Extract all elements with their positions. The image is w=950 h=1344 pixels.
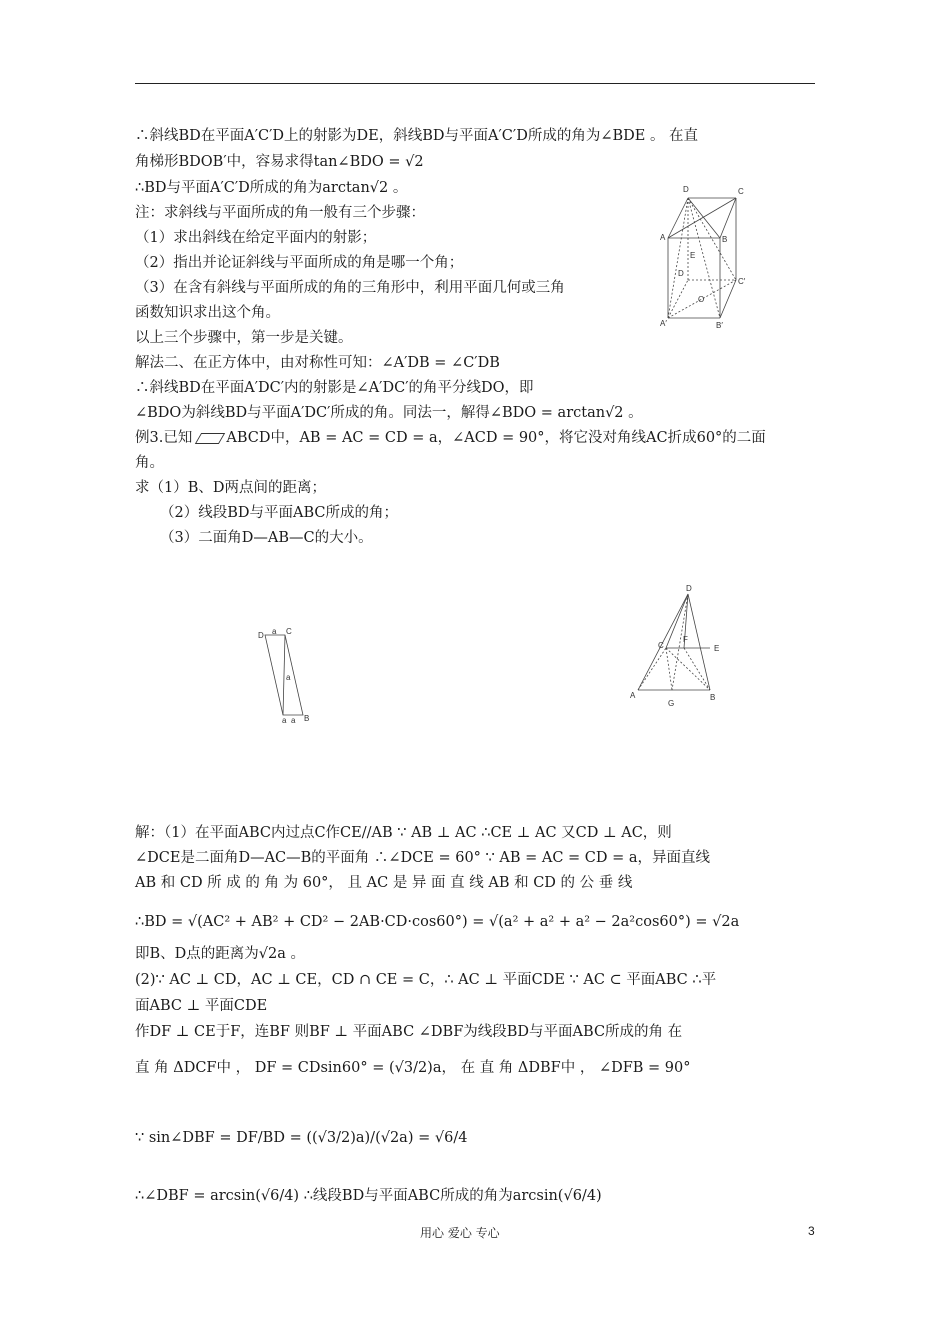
pyramid-label: B — [710, 693, 716, 702]
example-line — [135, 428, 766, 448]
para-label: B — [304, 714, 310, 723]
text-line: 函数知识求出这个角。 — [135, 305, 280, 321]
text-line: AB 和 CD 所 成 的 角 为 60°， 且 AC 是 异 面 直 线 AB 和 CD 的 公 垂 线 — [135, 875, 633, 891]
pyramid-label: C — [658, 641, 664, 650]
text-line: ∴斜线BD在平面A′DC′内的射影是∠A′DC′的角平分线DO，即 — [135, 380, 534, 396]
text-line: ∴BD与平面A′C′D所成的角为arctan√2 。 — [135, 180, 408, 196]
page-number: 3 — [808, 1224, 815, 1238]
text-line: （2）线段BD与平面ABC所成的角； — [160, 505, 398, 521]
formula-line: ∴BD = √(AC² + AB² + CD² − 2AB·CD·cos60°) = √(a² + a² + a² − 2a²cos60°) = √2a — [135, 914, 740, 930]
text-line: （1）求出斜线在给定平面内的射影； — [135, 230, 377, 246]
cube-label: E — [690, 251, 696, 260]
text-line: (2)∵ AC ⊥ CD，AC ⊥ CE，CD ∩ CE = C，∴ AC ⊥ 平面CDE ∵ AC ⊂ 平面ABC ∴平 — [135, 972, 717, 988]
text-line: （2）指出并论证斜线与平面所成的角是哪一个角； — [135, 255, 464, 271]
parallelogram-symbol-icon — [195, 433, 225, 444]
text-line: 即B、D点的距离为√2a 。 — [135, 946, 305, 962]
text-line: 直 角 ΔDCF中 ， DF = CDsin60° = (√3/2)a， 在 直 角 ΔDBF中 ， ∠DFB = 90° — [135, 1060, 691, 1076]
cube-label: D — [683, 185, 689, 194]
cube-label: C — [738, 187, 744, 196]
para-label: a — [291, 716, 296, 725]
text-line: （3）二面角D—AB—C的大小。 — [160, 530, 373, 546]
text-line: 以上三个步骤中，第一步是关键。 — [135, 330, 353, 346]
text-line: （3）在含有斜线与平面所成的角的三角形中，利用平面几何或三角 — [135, 280, 565, 296]
para-label: C — [286, 627, 292, 636]
cube-label: B — [722, 235, 728, 244]
pyramid-figure — [628, 582, 728, 710]
pyramid-label: E — [714, 644, 720, 653]
pyramid-label: D — [686, 584, 692, 593]
text-line: 解：（1）在平面ABC内过点C作CE//AB ∵ AB ⊥ AC ∴CE ⊥ AC 又CD ⊥ AC，则 — [135, 825, 672, 841]
pyramid-label: F — [683, 635, 688, 644]
example-label: 例3.已知 — [135, 430, 193, 446]
text-line: ∠DCE是二面角D—AC—B的平面角 ∴∠DCE = 60° ∵ AB = AC = CD = a，异面直线 — [135, 850, 711, 866]
text-line: 面ABC ⊥ 平面CDE — [135, 998, 268, 1014]
cube-figure — [658, 180, 748, 330]
header-rule — [135, 83, 815, 84]
example-statement: ABCD中，AB = AC = CD = a，∠ACD = 90°，将它没对角线AC折成60°的二面 — [226, 430, 766, 446]
cube-label: A — [660, 233, 666, 242]
para-label: a — [282, 716, 287, 725]
formula-line: ∵ sin∠DBF = DF/BD = ((√3/2)a)/(√2a) = √6/4 — [135, 1130, 468, 1146]
cube-label: A′ — [660, 319, 667, 328]
cube-label: B′ — [716, 321, 723, 330]
cube-label: O — [698, 295, 705, 304]
para-label: a — [272, 627, 277, 636]
text-line: 解法二、在正方体中，由对称性可知：∠A′DB = ∠C′DB — [135, 355, 500, 371]
para-label: a — [286, 673, 291, 682]
text-line: 注：求斜线与平面所成的角一般有三个步骤： — [135, 205, 425, 221]
pyramid-label: A — [630, 691, 636, 700]
cube-label: D — [678, 269, 684, 278]
text-line: 求（1）B、D两点间的距离； — [135, 480, 327, 496]
cube-label: C′ — [738, 277, 746, 286]
para-label: D — [258, 631, 264, 640]
text-line: 作DF ⊥ CE于F，连BF 则BF ⊥ 平面ABC ∠DBF为线段BD与平面ABC所成的角 在 — [135, 1024, 683, 1040]
text-line: 角梯形BDOB′中，容易求得tan∠BDO = √2 — [135, 154, 424, 170]
formula-line: ∴∠DBF = arcsin(√6/4) ∴线段BD与平面ABC所成的角为arcsin(√6/4) — [135, 1188, 602, 1204]
pyramid-label: G — [668, 699, 675, 708]
page-footer: 用心 爱心 专心 — [420, 1226, 500, 1240]
text-line: ∠BDO为斜线BD与平面A′DC′所成的角。同法一，解得∠BDO = arctan√2 。 — [135, 405, 643, 421]
text-line: ∴斜线BD在平面A′C′D上的射影为DE，斜线BD与平面A′C′D所成的角为∠BDE 。 在直 — [135, 128, 699, 144]
text-line: 角。 — [135, 455, 164, 471]
parallelogram-figure — [255, 625, 315, 725]
